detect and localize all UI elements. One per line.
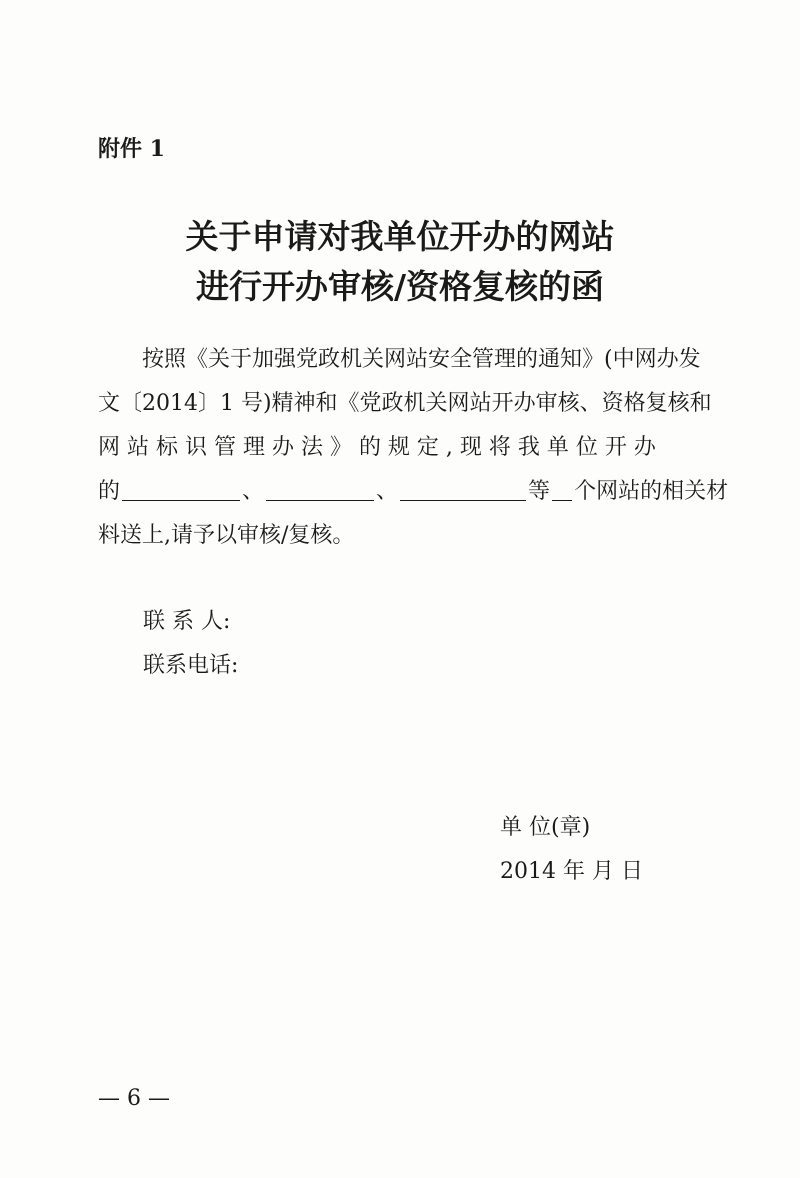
website-name-blank-3[interactable] xyxy=(400,478,526,501)
title-line-2: 进行开办审核/资格复核的函 xyxy=(195,267,605,306)
body-line-3: 网 站 标 识 管 理 办 法 》 的 规 定 , 现 将 我 单 位 开 办 xyxy=(98,435,656,460)
body-line-1-text: 按照《关于加强党政机关网站安全管理的通知》(中网办发 xyxy=(142,347,701,372)
body-line-4 xyxy=(98,470,738,514)
contact-person-label: 联 系 人: xyxy=(143,609,231,634)
body-line-4-mid: 等 xyxy=(528,479,551,504)
website-name-blank-2[interactable] xyxy=(266,478,374,501)
attachment-label: 附件 1 xyxy=(98,136,165,162)
website-name-blank-1[interactable] xyxy=(122,478,240,501)
contact-block xyxy=(143,600,238,688)
separator-2: 、 xyxy=(376,479,399,504)
document-title xyxy=(0,212,800,312)
body-line-2: 文〔2014〕1 号)精神和《党政机关网站开办审核、资格复核和 xyxy=(98,391,712,416)
separator-1: 、 xyxy=(242,479,265,504)
date-line: 2014 年 月 日 xyxy=(500,859,643,884)
letter-body xyxy=(98,338,738,558)
page-number: — 6 — xyxy=(98,1086,170,1111)
website-count-blank[interactable] xyxy=(552,478,572,501)
body-line-5: 料送上,请予以审核/复核。 xyxy=(98,523,355,548)
unit-seal-label: 单 位(章) xyxy=(500,815,591,840)
contact-phone-label: 联系电话: xyxy=(143,653,239,678)
body-line-4-prefix: 的 xyxy=(98,479,121,504)
body-line-1 xyxy=(98,338,738,382)
body-line-4-suffix: 个网站的相关材 xyxy=(574,479,729,504)
title-line-1: 关于申请对我单位开办的网站 xyxy=(185,217,615,256)
signature-block xyxy=(500,806,643,894)
